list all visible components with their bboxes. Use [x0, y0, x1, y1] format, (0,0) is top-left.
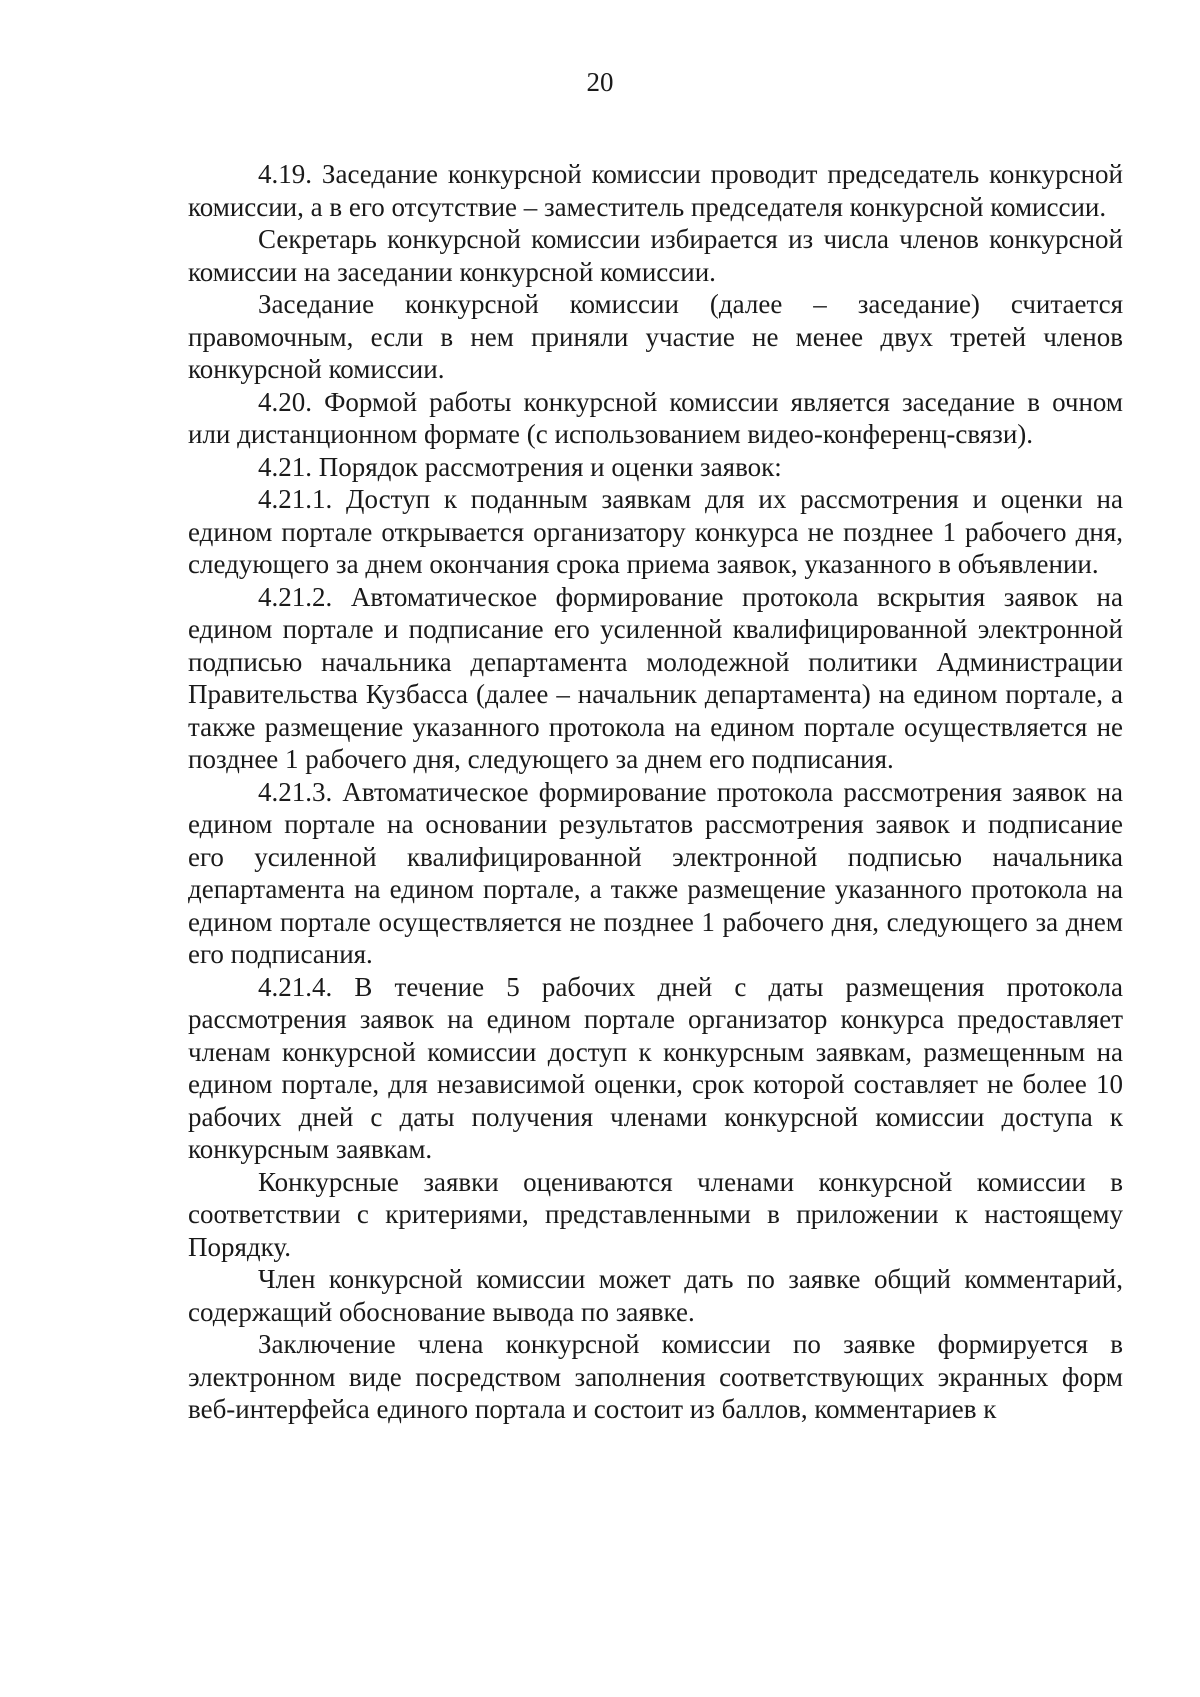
paragraph-4-21-2: 4.21.2. Автоматическое формирование протокола вскрытия заявок на едином портале и подписание его усиленной квалифицированной электронной подписью начальника департамента молодежной политики Администрации Правительства Кузбасса (далее – начальник департамента) на едином портале, а также размещение указанного протокола на едином портале осуществляется не позднее 1 рабочего дня, следующего за днем его подписания. — [188, 581, 1123, 774]
paragraph-4-21: 4.21. Порядок рассмотрения и оценки заявок: — [258, 451, 782, 482]
paragraph-4-21-1: 4.21.1. Доступ к поданным заявкам для их рассмотрения и оценки на едином портале открывается организатору конкурса не позднее 1 рабочего дня, следующего за днем окончания срока приема заявок, указанного в объявлении. — [188, 484, 1123, 579]
paragraph-general-comment: Член конкурсной комиссии может дать по заявке общий комментарий, содержащий обоснование вывода по заявке. — [188, 1264, 1123, 1327]
paragraph-secretary: Секретарь конкурсной комиссии избирается из числа членов конкурсной комиссии на заседании конкурсной комиссии. — [188, 224, 1123, 287]
paragraph-4-20: 4.20. Формой работы конкурсной комиссии является заседание в очном или дистанционном формате (с использованием видео-конференц-связи). — [188, 386, 1123, 449]
paragraph-conclusion: Заключение члена конкурсной комиссии по заявке формируется в электронном виде посредством заполнения соответствующих экранных форм веб-интерфейса единого портала и состоит из баллов, комментариев к — [188, 1329, 1123, 1424]
paragraph-quorum: Заседание конкурсной комиссии (далее – заседание) считается правомочным, если в нем приняли участие не менее двух третей членов конкурсной комиссии. — [188, 289, 1123, 384]
paragraph-4-21-4: 4.21.4. В течение 5 рабочих дней с даты размещения протокола рассмотрения заявок на едином портале организатор конкурса предоставляет членам конкурсной комиссии доступ к конкурсным заявкам, размещенным на едином портале, для независимой оценки, срок которой составляет не более 10 рабочих дней с даты получения членами конкурсной комиссии доступа к конкурсным заявкам. — [188, 971, 1123, 1164]
page-number: 20 — [586, 67, 614, 97]
paragraph-4-21-3: 4.21.3. Автоматическое формирование протокола рассмотрения заявок на едином портале на основании результатов рассмотрения заявок и подписание его усиленной квалифицированной электронной подписью начальника департамента на едином портале, а также размещение указанного протокола на едином портале осуществляется не позднее 1 рабочего дня, следующего за днем его подписания. — [188, 776, 1123, 969]
document-body — [188, 158, 1123, 1426]
paragraph-evaluation-criteria: Конкурсные заявки оцениваются членами конкурсной комиссии в соответствии с критериями, представленными в приложении к настоящему Порядку. — [188, 1166, 1123, 1262]
paragraph-4-19: 4.19. Заседание конкурсной комиссии проводит председатель конкурсной комиссии, а в его отсутствие – заместитель председателя конкурсной комиссии. — [188, 159, 1123, 222]
